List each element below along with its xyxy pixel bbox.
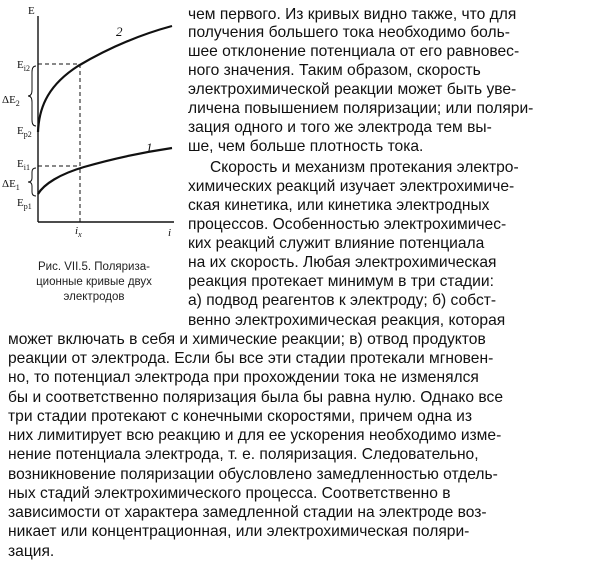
- text-line: венно электрохимическая реакция, которая: [188, 312, 506, 329]
- text-line: зависимости от характера замедленной стадии на электроде воз-: [8, 504, 487, 521]
- caption-line: Рис. VII.5. Поляриза-: [38, 261, 150, 273]
- text-line: реакции от электрода. Если бы все эти стадии протекали мгновен-: [8, 350, 494, 367]
- text-line: зация.: [8, 543, 55, 560]
- text-line: ская кинетика, или кинетика электродных: [188, 197, 490, 214]
- text-line: но, то потенциал электрода при прохождении тока не изменялся: [8, 369, 479, 386]
- brace-delta-e1: [28, 168, 36, 196]
- text-line: получения большего тока необходимо боль-: [188, 24, 510, 41]
- text-line: процессов. Особенностью электрохимичес-: [188, 216, 507, 233]
- brace-delta-e2: [28, 66, 36, 126]
- polarization-chart: [0, 0, 180, 240]
- label-e-i1: $E_{i1}$: [17, 158, 30, 172]
- text-line: а) подвод реагентов к электроду; б) собст-: [188, 292, 497, 309]
- polarization-figure: [0, 0, 180, 240]
- text-line: ных стадий электрохимического процесса. Соответственно в: [8, 485, 451, 502]
- text-line: на их скорость. Любая электрохимическая: [188, 254, 497, 271]
- x-axis-label: i: [168, 227, 172, 239]
- text-line: реакция протекает минимум в три стадии:: [188, 273, 494, 290]
- label-e-i2: $E_{i2}$: [17, 59, 30, 73]
- text-line: бы и соответственно поляризация была бы равна нулю. Однако все: [8, 389, 503, 406]
- text-line: электрохимической реакции может быть уве-: [188, 81, 517, 98]
- label-e-p1: $E_{p1}$: [17, 197, 32, 211]
- text-line: химических реакций изучает электрохимиче-: [188, 178, 515, 195]
- figure-caption: [8, 260, 180, 305]
- label-i-x: $i_x$: [75, 225, 82, 239]
- text-line: шее отклонение потенциала от его равновес-: [188, 43, 520, 60]
- text-line: ше, чем больше плотность тока.: [188, 138, 424, 155]
- caption-line: ционные кривые двух: [36, 276, 152, 288]
- text-line: никает или концентрационная, или электрохимическая поляри-: [8, 523, 470, 540]
- text-line: нение потенциала электрода, т. е. поляризация. Следовательно,: [8, 446, 479, 463]
- text-line: может включать в себя и химические реакции; в) отвод продуктов: [8, 331, 486, 348]
- curve-1-label: 1: [146, 140, 153, 155]
- text-line: Скорость и механизм протекания электро-: [210, 159, 519, 176]
- y-axis-label: E: [28, 5, 35, 17]
- text-line: ких реакций служит влияние потенциала: [188, 235, 485, 252]
- text-line: них лимитирует всю реакцию и для ее ускорения необходимо изме-: [8, 427, 502, 444]
- caption-line: электродов: [63, 291, 125, 303]
- curve-2: [38, 26, 172, 132]
- text-line: возникновение поляризации обусловлено замедленностью отдель-: [8, 466, 498, 483]
- label-delta-e1: $\Delta E_1$: [2, 178, 20, 192]
- label-e-p2: $E_{p2}$: [17, 125, 32, 139]
- text-line: три стадии протекают с конечными скоростями, причем одна из: [8, 408, 473, 425]
- text-line: чем первого. Из кривых видно также, что для: [188, 6, 517, 23]
- text-line: личена повышением поляризации; или поляри-: [188, 100, 534, 117]
- text-line: ного значения. Таким образом, скорость: [188, 62, 481, 79]
- curve-2-label: 2: [116, 24, 123, 39]
- label-delta-e2: $\Delta E_2$: [2, 94, 20, 108]
- text-line: зация одного и того же электрода тем вы-: [188, 119, 492, 136]
